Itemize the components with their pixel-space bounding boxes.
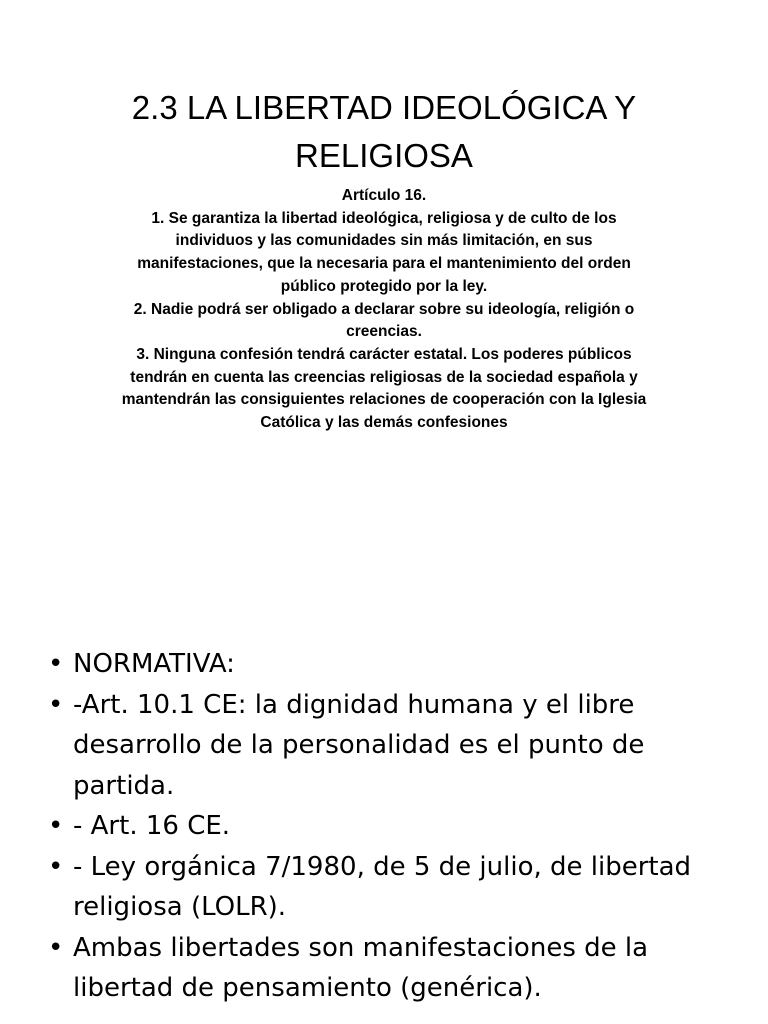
list-item: [48, 928, 738, 1009]
bullet-marker: •: [48, 811, 64, 841]
article-paragraph-3: 3. Ninguna confesión tendrá carácter estatal. Los poderes públicos tendrán en cuenta las creencias religiosas de la sociedad española y mantendrán las consiguientes relaciones de cooperación con la Iglesia Católica y las demás confesiones: [121, 345, 647, 432]
article-16-text: [120, 185, 648, 435]
list-item-text: - Art. 16 CE.: [73, 811, 231, 841]
list-item-text: -Art. 10.1 CE: la dignidad humana y el libre desarrollo de la personalidad es el punto de partida.: [73, 689, 645, 801]
list-item-text: NORMATIVA:: [73, 649, 235, 679]
normativa-bullet-list: [48, 644, 738, 1009]
list-item-text: Ambas libertades son manifestaciones de la libertad de pensamiento (genérica).: [73, 932, 649, 1003]
list-item: [48, 685, 738, 807]
list-item: [48, 644, 738, 685]
title-line-1: 2.3 LA LIBERTAD IDEOLÓGICA Y: [131, 89, 637, 126]
bullet-marker: •: [48, 932, 64, 963]
title-line-2: RELIGIOSA: [295, 137, 473, 174]
bullet-marker: •: [48, 851, 64, 882]
article-heading: Artículo 16.: [341, 187, 427, 204]
bullet-marker: •: [48, 689, 64, 720]
list-item: [48, 806, 738, 847]
article-paragraph-2: 2. Nadie podrá ser obligado a declarar sobre su ideología, religión o creencias.: [133, 300, 635, 341]
article-paragraph-1: 1. Se garantiza la libertad ideológica, religiosa y de culto de los individuos y las comunidades sin más limitación, en sus manifestaciones, que la necesaria para el mantenimiento del orden público protegido por la ley.: [137, 209, 631, 295]
list-item-text: - Ley orgánica 7/1980, de 5 de julio, de libertad religiosa (LOLR).: [73, 851, 692, 922]
list-item: [48, 847, 738, 928]
slide-title: [60, 84, 708, 180]
bullet-marker: •: [48, 649, 64, 679]
